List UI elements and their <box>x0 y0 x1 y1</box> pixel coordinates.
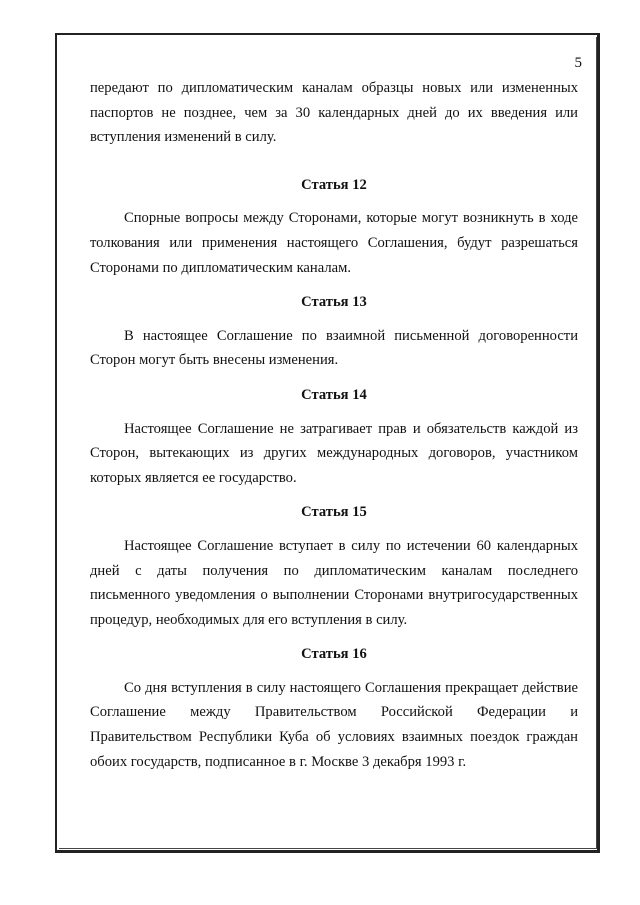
article-14-text: Настоящее Соглашение не затрагивает прав и обязательств каждой из Сторон, вытекающих из других международных договоров, участником которых является ее государство. <box>90 420 578 486</box>
article-12-text: Спорные вопросы между Сторонами, которые могут возникнуть в ходе толкования или применения настоящего Соглашения, будут разрешаться Сторонами по дипломатическим каналам. <box>90 210 578 276</box>
page-number: 5 <box>574 55 582 71</box>
article-15-text: Настоящее Соглашение вступает в силу по истечении 60 календарных дней с даты получения по дипломатическим каналам последнего письменного уведомления о выполнении Сторонами внутригосударственных процедур, необходимых для его вступления в силу. <box>90 537 578 628</box>
article-14-title: Статья 14 <box>301 386 367 403</box>
article-16-text: Со дня вступления в силу настоящего Соглашения прекращает действие Соглашение между Правительством Российской Федерации и Правительством Республики Куба об условиях взаимных поездок граждан обоих государств, подписанное в г. Москве 3 декабря 1993 г. <box>90 679 578 770</box>
article-15-title: Статья 15 <box>301 504 367 521</box>
continuation-paragraph: передают по дипломатическим каналам образцы новых или измененных паспортов не позднее, чем за 30 календарных дней до их введения или вступления изменений в силу. <box>90 80 578 146</box>
article-13-title: Статья 13 <box>301 294 367 311</box>
article-12-title: Статья 12 <box>301 176 367 193</box>
article-13-text: В настоящее Соглашение по взаимной письменной договоренности Сторон могут быть внесены изменения. <box>90 327 578 369</box>
document-body <box>90 76 578 774</box>
article-16-title: Статья 16 <box>301 646 367 663</box>
